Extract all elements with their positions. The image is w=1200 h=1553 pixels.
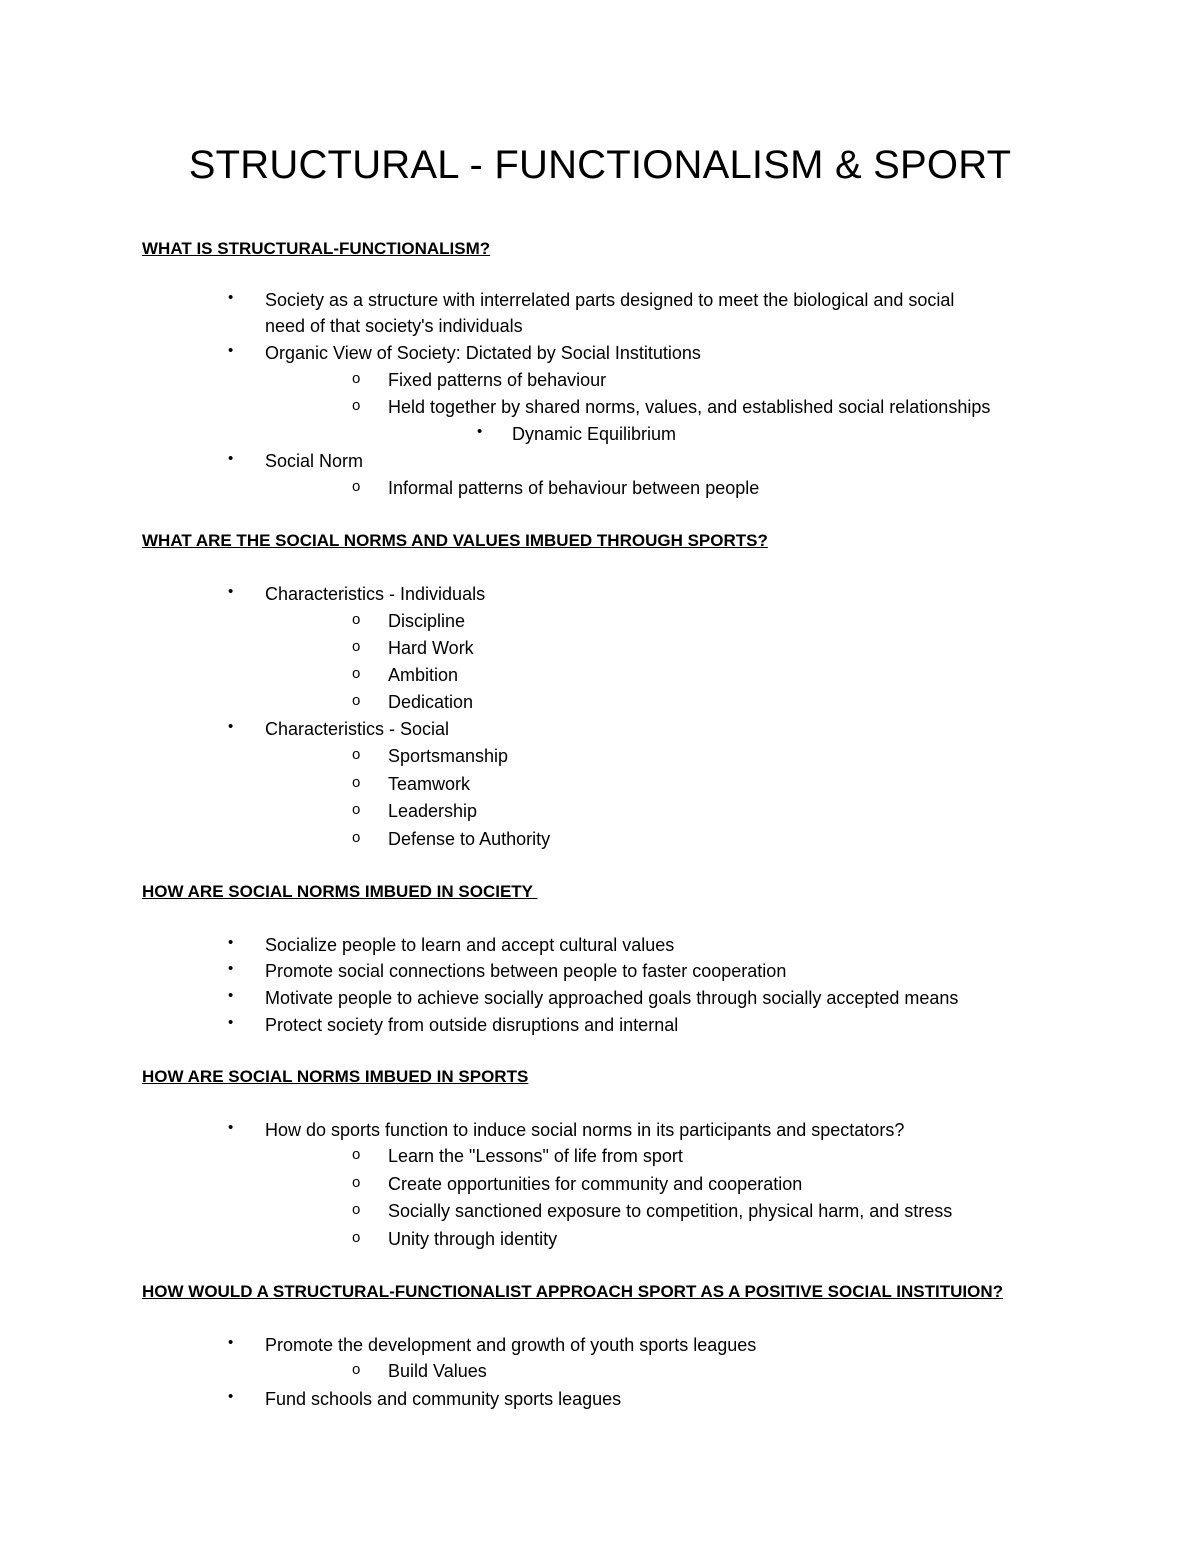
- sub-sub-list-item: Dynamic Equilibrium: [512, 424, 677, 444]
- list-item: Characteristics - Social: [265, 719, 450, 739]
- bullet-icon: •: [228, 1119, 234, 1136]
- sub-list-item: Hard Work: [388, 638, 474, 658]
- section-heading: HOW ARE SOCIAL NORMS IMBUED IN SPORTS: [142, 1067, 529, 1086]
- bullet-icon: •: [228, 934, 234, 951]
- hollow-bullet-icon: o: [352, 638, 361, 655]
- hollow-bullet-icon: o: [352, 774, 361, 791]
- sub-list-item: Discipline: [388, 611, 466, 631]
- bullet-icon: •: [228, 1014, 234, 1031]
- section-heading: HOW WOULD A STRUCTURAL-FUNCTIONALIST APPROACH SPORT AS A POSITIVE SOCIAL INSTITUION?: [142, 1282, 1003, 1301]
- sub-list-item: Dedication: [388, 692, 474, 712]
- sub-list-item: Build Values: [388, 1361, 487, 1381]
- list-item: Organic View of Society: Dictated by Social Institutions: [265, 343, 701, 363]
- sub-list-item: Create opportunities for community and cooperation: [388, 1174, 803, 1194]
- list-item: Social Norm: [265, 451, 364, 471]
- list-item: Society as a structure with interrelated parts designed to meet the biological and social: [265, 290, 955, 310]
- hollow-bullet-icon: o: [352, 1174, 361, 1191]
- bullet-icon: •: [228, 960, 234, 977]
- hollow-bullet-icon: o: [352, 665, 361, 682]
- list-item: Motivate people to achieve socially approached goals through socially accepted means: [265, 988, 959, 1008]
- hollow-bullet-icon: o: [352, 1201, 361, 1218]
- bullet-icon: •: [228, 1388, 234, 1405]
- bullet-icon: •: [228, 450, 234, 467]
- bullet-icon: •: [228, 583, 234, 600]
- bullet-icon: •: [228, 987, 234, 1004]
- sub-list-item: Informal patterns of behaviour between people: [388, 478, 760, 498]
- hollow-bullet-icon: o: [352, 1229, 361, 1246]
- bullet-icon: •: [228, 718, 234, 735]
- sub-list-item: Unity through identity: [388, 1229, 558, 1249]
- list-item: Protect society from outside disruptions and internal: [265, 1015, 679, 1035]
- list-item: How do sports function to induce social norms in its participants and spectators?: [265, 1120, 905, 1140]
- hollow-bullet-icon: o: [352, 478, 361, 495]
- section-heading: HOW ARE SOCIAL NORMS IMBUED IN SOCIETY: [142, 882, 538, 901]
- bullet-icon: •: [228, 1334, 234, 1351]
- bullet-icon: •: [228, 289, 234, 306]
- sub-list-item: Leadership: [388, 801, 478, 821]
- bullet-icon: •: [228, 342, 234, 359]
- section-heading: WHAT IS STRUCTURAL-FUNCTIONALISM?: [142, 239, 491, 258]
- sub-list-item: Fixed patterns of behaviour: [388, 370, 607, 390]
- hollow-bullet-icon: o: [352, 829, 361, 846]
- sub-list-item: Held together by shared norms, values, and established social relationships: [388, 397, 991, 417]
- sub-list-item: Defense to Authority: [388, 829, 551, 849]
- hollow-bullet-icon: o: [352, 397, 361, 414]
- sub-list-item: Learn the "Lessons" of life from sport: [388, 1146, 683, 1166]
- list-item: Socialize people to learn and accept cultural values: [265, 935, 675, 955]
- list-item: Characteristics - Individuals: [265, 584, 486, 604]
- document-title: STRUCTURAL - FUNCTIONALISM & SPORT: [188, 143, 1012, 187]
- list-item: Promote social connections between people to faster cooperation: [265, 961, 787, 981]
- list-item: Fund schools and community sports leagues: [265, 1389, 622, 1409]
- list-item: Promote the development and growth of youth sports leagues: [265, 1335, 757, 1355]
- sub-list-item: Sportsmanship: [388, 746, 509, 766]
- section-heading: WHAT ARE THE SOCIAL NORMS AND VALUES IMBUED THROUGH SPORTS?: [142, 531, 768, 550]
- hollow-bullet-icon: o: [352, 611, 361, 628]
- hollow-bullet-icon: o: [352, 692, 361, 709]
- hollow-bullet-icon: o: [352, 801, 361, 818]
- hollow-bullet-icon: o: [352, 1361, 361, 1378]
- sub-list-item: Teamwork: [388, 774, 471, 794]
- sub-list-item: Ambition: [388, 665, 459, 685]
- list-item-continuation: need of that society's individuals: [265, 316, 523, 336]
- hollow-bullet-icon: o: [352, 370, 361, 387]
- hollow-bullet-icon: o: [352, 1146, 361, 1163]
- hollow-bullet-icon: o: [352, 746, 361, 763]
- sub-list-item: Socially sanctioned exposure to competition, physical harm, and stress: [388, 1201, 953, 1221]
- bullet-icon: •: [477, 423, 483, 440]
